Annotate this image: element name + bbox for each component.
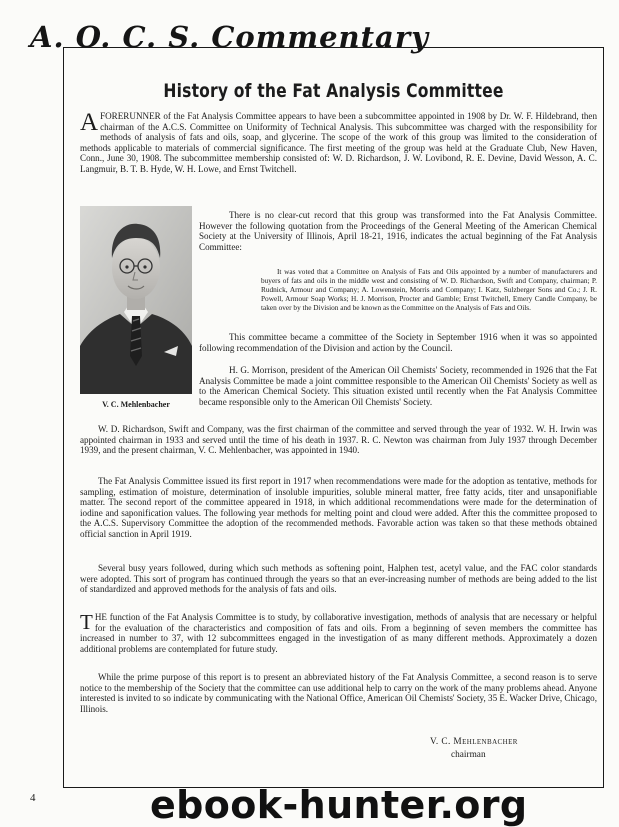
paragraph-first-report: The Fat Analysis Committee issued its first report in 1917 when recommendations were made for the adoption as tentative, methods for sampling, estimation of moisture, determination of insoluble impurities, soluble mineral matter, free fatty acids, titer and unsaponifiable matter. The second report of the committee appeared in 1918, in which additional recommendations were made for the determination of iodine and saponification values. The following year methods for melting point and cloud were added. After this the committee proposed to the A.C.S. Supervisory Committee the adoption of the recommended methods. Favorable action was taken so that these methods obtained official sanction in April 1919.	[80, 476, 597, 539]
paragraph-purpose: While the prime purpose of this report is to present an abbreviated history of the Fat Analysis Committee, a second reason is to serve notice to the membership of the Society that the committee can use additional help to carry on the work of the many problems ahead. Anyone interested is invited to so indicate by communicating with the National Office, American Oil Chemists' Society, 35 E. Wacker Drive, Chicago, Illinois.	[80, 672, 597, 714]
block-quote: It was voted that a Committee on Analysis of Fats and Oils appointed by a number of manufacturers and buyers of fats and oils in the middle west and consisting of W. D. Richardson, Swift and Company, chairman; P. Rudnick, Armour and Company; A. Lowenstein, Morris and Company; I. Katz, Sulzberger Sons and Co.; J. R. Powell, Armour Soap Works; H. J. Morrison, Procter and Gamble; Ernst Twitchell, Emery Candle Company, be taken over by the Division and be known as the Committee on the Analysis of Fats and Oils.	[261, 267, 597, 313]
drop-cap: A	[80, 109, 99, 136]
masthead-title: A. O. C. S. Commentary	[30, 20, 429, 54]
paragraph-function	[80, 612, 597, 654]
watermark-text: ebook-hunter.org	[150, 783, 528, 827]
paragraph-function-text: HE function of the Fat Analysis Committee is to study, by collaborative investigation, methods of analysis that are necessary or helpful for the evaluation of the characteristics and composition of fats and oils. From a beginning of seven members the committee has increased in number to 37, with 12 subcommittees engaged in the investigation of as many different methods. Approximately a dozen additional problems are contemplated for future study.	[80, 612, 597, 654]
paragraph-busy-years: Several busy years followed, during which such methods as softening point, Halphen test, acetyl value, and the FAC color standards were adopted. This sort of program has continued through the years so that an ever-increasing number of methods are being added to the list of standardized and approved methods for the analysis of fats and oils.	[80, 563, 597, 594]
paragraph-joint-committee: H. G. Morrison, president of the American Oil Chemists' Society, recommended in 1926 that the Fat Analysis Committee be made a joint committee responsible to the American Oil Chemists' Society as well as to the American Chemical Society. This situation existed until recently when the Fat Analysis Committee became responsible only to the American Oil Chemists' Society.	[199, 365, 597, 407]
paragraph-intro	[80, 111, 597, 174]
drop-cap-t: T	[80, 610, 93, 634]
article-heading: History of the Fat Analysis Committee	[163, 80, 504, 102]
paragraph-chairmen: W. D. Richardson, Swift and Company, was the first chairman of the committee and served through the year of 1932. W. H. Irwin was appointed chairman in 1933 and served until the time of his death in 1937. R. C. Newton was chairman from July 1937 through December 1939, and the present chairman, V. C. Mehlenbacher, was appointed in 1940.	[80, 424, 597, 455]
paragraph-record: There is no clear-cut record that this group was transformed into the Fat Analysis Committee. However the following quotation from the Proceedings of the General Meeting of the American Chemical Society at the University of Illinois, April 18-21, 1916, indicates the actual beginning of the Fat Analysis Committee:	[199, 210, 597, 252]
signature-role: chairman	[451, 750, 486, 760]
portrait-photo	[80, 206, 192, 394]
paragraph-intro-text: FORERUNNER of the Fat Analysis Committee appears to have been a subcommittee appointed in 1908 by Dr. W. F. Hildebrand, then chairman of the A.C.S. Committee on Uniformity of Technical Analysis. This subcommittee was charged with the responsibility for methods of analysis of fats and oils, soap, and glycerine. The scope of the work of this group was limited to the consideration of methods applicable to materials of commercial significance. The first meeting of the group was held at the Graduate Club, New Haven, Conn., June 30, 1908. The subcommittee membership consisted of: W. D. Richardson, J. W. Lovibond, R. E. Devine, David Wesson, A. C. Langmuir, B. T. B. Hyde, W. H. Lowe, and Ernst Twitchell.	[80, 111, 597, 174]
page-number: 4	[30, 792, 36, 804]
photo-caption: V. C. Mehlenbacher	[102, 400, 170, 409]
signature-name: V. C. Mehlenbacher	[430, 737, 518, 747]
paragraph-society: This committee became a committee of the Society in September 1916 when it was so appointed following recommendation of the Division and action by the Council.	[199, 332, 597, 353]
